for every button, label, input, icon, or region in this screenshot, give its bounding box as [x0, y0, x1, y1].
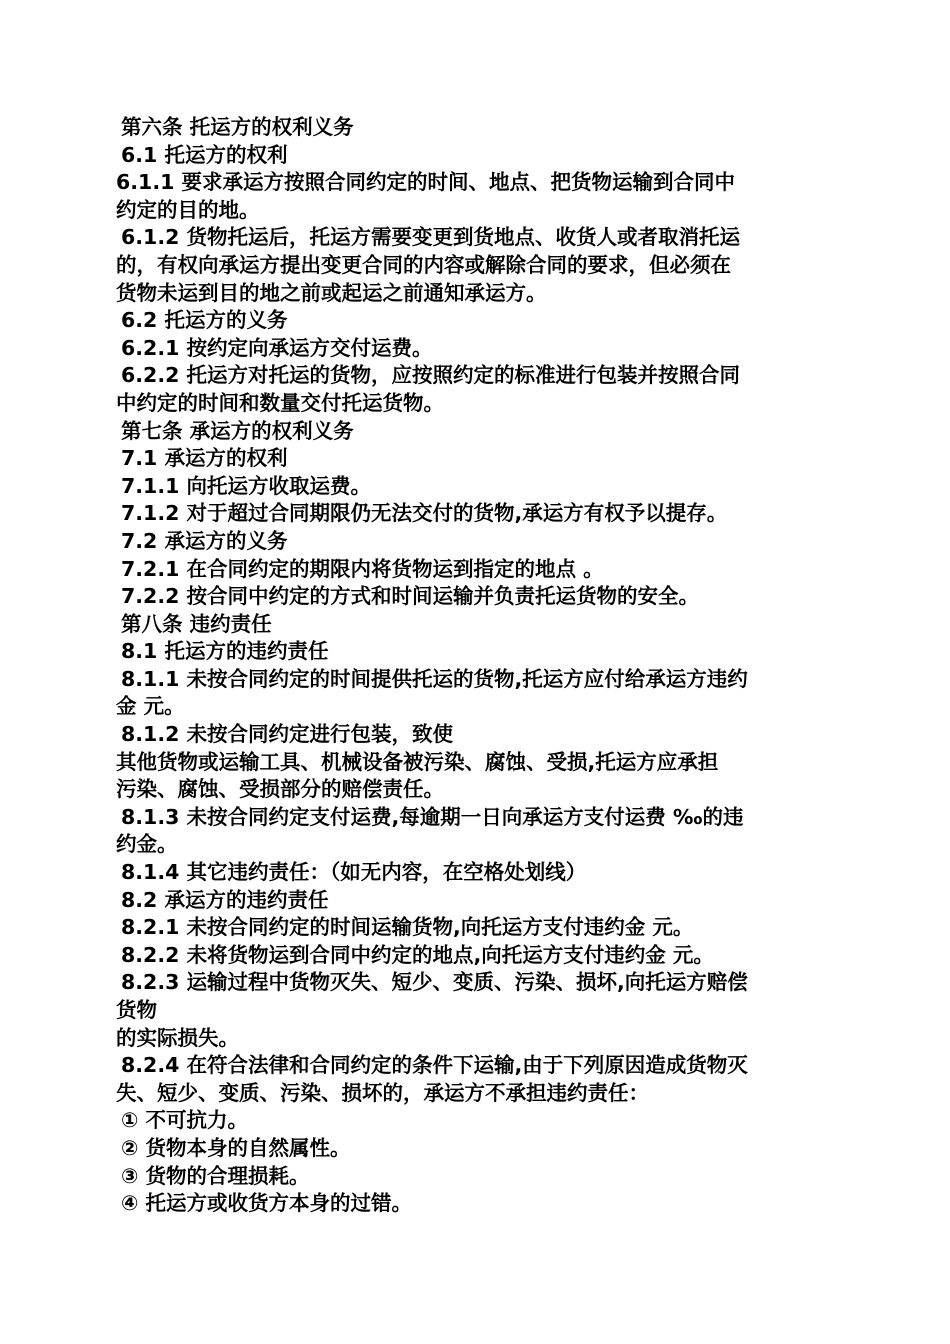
text-line: 货物 [116, 998, 157, 1022]
text-line: 8.2.1 未按合同约定的时间运输货物,向托运方支付违约金 元。 [121, 915, 694, 940]
text-line: 第八条 违约责任 [121, 611, 272, 636]
text-line: ③ 货物的合理损耗。 [121, 1163, 310, 1188]
text-line: 8.1 托运方的违约责任 [121, 639, 329, 664]
text-line: 7.1.2 对于超过合同期限仍无法交付的货物,承运方有权予以提存。 [121, 501, 728, 526]
text-line: 的实际损失。 [116, 1025, 239, 1050]
text-line: 8.2 承运方的违约责任 [121, 887, 329, 912]
text-line: 8.1.1 未按合同约定的时间提供托运的货物,托运方应付给承运方违约 [121, 666, 748, 691]
text-line: 8.2.3 运输过程中货物灭失、短少、变质、污染、损坏,向托运方赔偿 [121, 970, 748, 995]
text-line: 其他货物或运输工具、机械设备被污染、腐蚀、受损,托运方应承担 [116, 749, 719, 774]
text-line: 8.2.2 未将货物运到合同中约定的地点,向托运方支付违约金 元。 [121, 942, 714, 967]
document-body [116, 114, 840, 1218]
text-line: ④ 托运方或收货方本身的过错。 [121, 1191, 412, 1216]
text-line: 8.1.3 未按合同约定支付运费,每逾期一日向承运方支付运费 ‰的违 [121, 804, 744, 829]
text-line: 6.2 托运方的义务 [121, 308, 288, 333]
text-line: 金 元。 [116, 694, 185, 719]
text-line: 6.2.1 按约定向承运方交付运费。 [121, 335, 433, 360]
text-line: 7.2.1 在合同约定的期限内将货物运到指定的地点 。 [121, 556, 604, 581]
text-line: 8.2.4 在符合法律和合同约定的条件下运输,由于下列原因造成货物灭 [121, 1053, 748, 1078]
text-line: 货物未运到目的地之前或起运之前通知承运方。 [116, 280, 547, 305]
text-line: 8.1.4 其它违约责任：（如无内容，在空格处划线） [121, 860, 587, 885]
text-line: 约定的目的地。 [116, 197, 260, 222]
text-line: ① 不可抗力。 [121, 1108, 248, 1133]
text-line: 7.1.1 向托运方收取运费。 [121, 473, 372, 498]
text-line: 7.2.2 按合同中约定的方式和时间运输并负责托运货物的安全。 [121, 584, 700, 609]
text-line: ② 货物本身的自然属性。 [121, 1135, 351, 1160]
text-line: 污染、腐蚀、受损部分的赔偿责任。 [116, 777, 444, 802]
text-line: 第六条 托运方的权利义务 [121, 115, 354, 139]
text-line: 中约定的时间和数量交付托运货物。 [116, 390, 444, 415]
text-line: 6.1.2 货物托运后，托运方需要变更到货地点、收货人或者取消托运 [121, 225, 741, 250]
text-line: 的，有权向承运方提出变更合同的内容或解除合同的要求，但必须在 [116, 252, 731, 277]
text-line: 6.2.2 托运方对托运的货物，应按照约定的标准进行包装并按照合同 [121, 363, 741, 388]
text-line: 7.1 承运方的权利 [121, 446, 288, 471]
text-line: 6.1 托运方的权利 [121, 142, 288, 167]
text-line: 第七条 承运方的权利义务 [121, 418, 354, 443]
text-line: 约金。 [116, 832, 178, 857]
text-line: 6.1.1 要求承运方按照合同约定的时间、地点、把货物运输到合同中 [116, 170, 736, 195]
text-line: 失、短少、变质、污染、损坏的，承运方不承担违约责任： [116, 1080, 649, 1105]
text-line: 7.2 承运方的义务 [121, 528, 288, 553]
text-line: 8.1.2 未按合同约定进行包装，致使 [121, 722, 454, 747]
